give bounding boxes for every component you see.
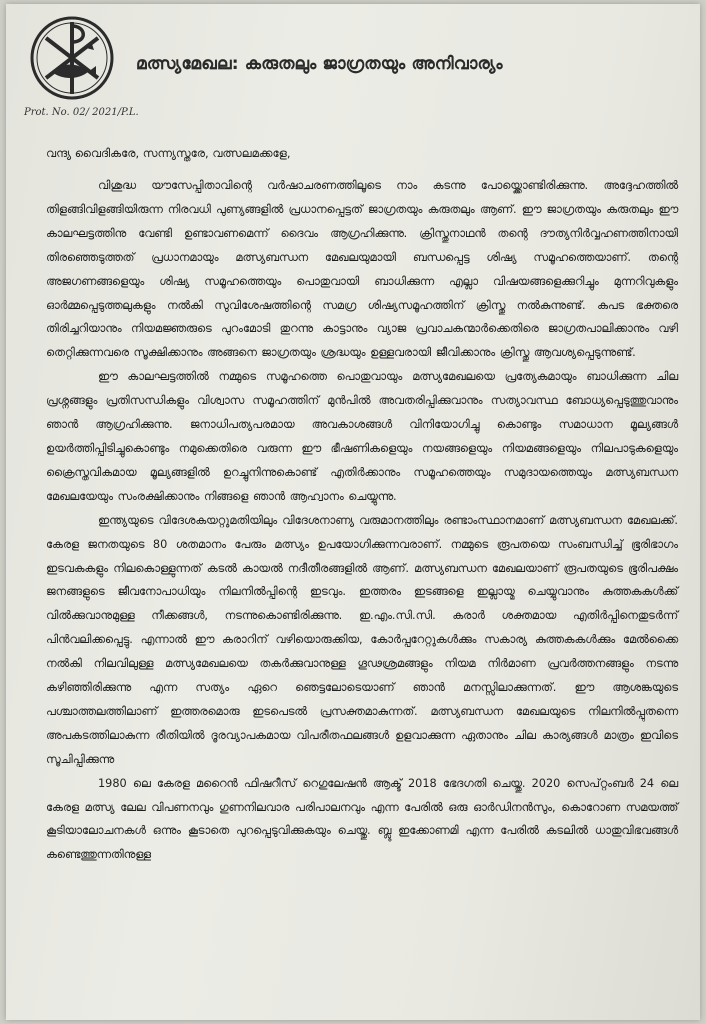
salutation: വന്ദ്യ വൈദികരേ, സന്ന്യസ്തരേ, വത്സലമക്കളേ, xyxy=(46,146,291,160)
paragraph: ഇന്ത്യയുടെ വിദേശകയറ്റുമതിയിലും വിദേശനാണ്യ വരുമാനത്തിലും രണ്ടാംസ്ഥാനമാണ് മത്സ്യബന്ധന മേഖലക്ക്. കേരള ജനതയുടെ 80 ശതമാനം പേരും മത്സ്യം ഉപയോഗിക്കുന്നവരാണ്. നമ്മുടെ രൂപതയെ സംബന്ധിച്ച് ഭൂരിഭാഗം ഇടവകകളും നിലകൊള്ളുന്നത് കടൽ കായൽ നദീതീരങ്ങളിൽ ആണ്. മത്സ്യബന്ധന മേഖലയാണ് രൂപതയുടെ ഭൂരിപക്ഷം ജനങ്ങളുടെ ജീവനോപാധിയും നിലനിൽപ്പിന്റെ ഇടവും. ഇത്തരം ഇടങ്ങളെ ഇല്ലായ്മ ചെയ്യുവാനും കുത്തകകൾക്ക് വിൽക്കുവാനുമുള്ള നീക്കങ്ങൾ, നടന്നുകൊണ്ടിരിക്കുന്നു. ഇ.എം.സി.സി. കരാർ ശക്തമായ എതിർപ്പിനെതുടർന്ന് പിൻവലിക്കപ്പെട്ടു. എന്നാൽ ഈ കരാറിന് വഴിയൊരുക്കിയ, കോർപ്പറേറ്റുകൾക്കും സകാര്യ കുത്തകകൾക്കും മേൽക്കൈ നൽകി നിലവിലുള്ള മത്സ്യമേഖലയെ തകർക്കുവാനുള്ള ഗൂഢശ്രമങ്ങളും നിയമ നിർമാണ പ്രവർത്തനങ്ങളും നടന്നു കഴിഞ്ഞിരിക്കുന്നു എന്ന സത്യം ഏറെ ഞെട്ടലോടെയാണ് ഞാൻ മനസ്സിലാക്കുന്നത്. ഈ ആശങ്കയുടെ പശ്ചാത്തലത്തിലാണ് ഇത്തരമൊരു ഇടപെടൽ പ്രസക്തമാകുന്നത്. മത്സ്യബന്ധന മേഖലയുടെ നിലനിൽപ്പുതന്നെ അപകടത്തിലാകുന്ന രീതിയിൽ ദൂരവ്യാപകമായ വിപരീതഫലങ്ങൾ ഉളവാക്കുന്ന ഏതാനും ചില കാര്യങ്ങൾ മാത്രം ഇവിടെ സൂചിപ്പിക്കുന്നു xyxy=(46,513,678,766)
emblem-drawing xyxy=(28,14,116,102)
paragraph: വിശുദ്ധ യൗസേപ്പിതാവിന്റെ വർഷാചരണത്തിലൂടെ നാം കടന്നു പോയ്ക്കൊണ്ടിരിക്കുന്നു. അദ്ദേഹത്തിൽ തിളങ്ങിവിളങ്ങിയിരുന്ന നിരവധി പുണ്യങ്ങളിൽ പ്രധാനപ്പെട്ടത് ജാഗ്രതയും കരുതലും ആണ്. ഈ ജാഗ്രതയും കരുതലും ഈ കാലഘട്ടത്തിനു വേണ്ടി ഉണ്ടാവണമെന്ന് ദൈവം ആഗ്രഹിക്കുന്നു. ക്രിസ്തുനാഥൻ തന്റെ ദൗത്യനിർവ്വഹണത്തിനായി തിരഞ്ഞെടുത്തത് പ്രധാനമായും മത്സ്യബന്ധന മേഖലയുമായി ബന്ധപ്പെട്ട ശിഷ്യ സമൂഹത്തെയാണ്. തന്റെ അജഗണങ്ങളെയും ശിഷ്യ സമൂഹത്തെയും പൊതുവായി ബാധിക്കുന്ന എല്ലാ വിഷയങ്ങളെക്കുറിച്ചും മുന്നറിവുകളും ഓർമ്മപ്പെടുത്തലുകളും നൽകി സുവിശേഷത്തിന്റെ സമഗ്ര ശിഷ്യസമൂഹത്തിന് ക്രിസ്തു നൽകുന്നുണ്ട്. കപട ഭക്തരെ തിരിച്ചറിയാനും നിയമജ്ഞരുടെ പുറംമോടി തുറന്നു കാട്ടാനും വ്യാജ പ്രവാചകന്മാർക്കെതിരെ ജാഗ്രതപാലിക്കാനും വഴി തെറ്റിക്കുന്നവരെ സൂക്ഷിക്കാനും അങ്ങനെ ജാഗ്രതയും ശ്രദ്ധയും ഉള്ളവരായി ജീവിക്കാനും ക്രിസ്തു ആവശ്യപ്പെടുന്നുണ്ട്. xyxy=(46,179,678,360)
letter-title: മത്സ്യമേഖല: കരുതലും ജാഗ്രതയും അനിവാര്യം xyxy=(136,54,503,74)
letterhead xyxy=(6,4,700,114)
paragraph: 1980 ലെ കേരള മറൈൻ ഫിഷറീസ് റെഗുലേഷൻ ആക്ട് 2018 ഭേദഗതി ചെയ്തു. 2020 സെപ്റ്റംബർ 24 ലെ കേരള മത്സ്യ ലേല വിപണനവും ഗുണനിലവാര പരിപാലനവും എന്ന പേരിൽ ഒരു ഓർഡിനൻസും, കൊറോണ സമയത്ത് കൂടിയാലോചനകൾ ഒന്നും കൂടാതെ പുറപ്പെടുവിക്കുകയും ചെയ്തു. ബ്ലൂ ഇക്കോണമി എന്ന പേരിൽ കടലിൽ ധാതുവിഭവങ്ങൾ കണ്ടെത്തുന്നതിനുള്ള xyxy=(46,776,678,862)
chi-rho-fish-emblem-icon xyxy=(28,14,116,102)
paragraph: ഈ കാലഘട്ടത്തിൽ നമ്മുടെ സമൂഹത്തെ പൊതുവായും മത്സ്യമേഖലയെ പ്രത്യേകമായും ബാധിക്കുന്ന ചില പ്രശ്നങ്ങളും പ്രതിസന്ധികളും വിശ്വാസ സമൂഹത്തിന് മുൻപിൽ അവതരിപ്പിക്കുവാനും സത്യാവസ്ഥ ബോധ്യപ്പെടുത്തുവാനും ഞാൻ ആഗ്രഹിക്കുന്നു. ജനാധിപത്യപരമായ അവകാശങ്ങൾ വിനിയോഗിച്ചു കൊണ്ടും സമാധാന മൂല്യങ്ങൾ ഉയർത്തിപ്പിടിച്ചുകൊണ്ടും നമുക്കെതിരെ വരുന്ന ഈ ഭീഷണികളെയും നയങ്ങളെയും നിയമങ്ങളെയും നിലപാടുകളെയും ക്രൈസ്തവികമായ മൂല്യങ്ങളിൽ ഉറച്ചുനിന്നുകൊണ്ട് എതിർക്കാനും സമൂഹത്തെയും സമുദായത്തെയും മത്സ്യബന്ധന മേഖലയേയും സംരക്ഷിക്കാനും നിങ്ങളെ ഞാൻ ആഹ്വാനം ചെയ്യുന്നു. xyxy=(46,370,678,503)
letter-page xyxy=(6,4,700,1020)
protocol-number: Prot. No. 02/ 2021/P.L. xyxy=(24,107,139,118)
letter-body xyxy=(46,174,678,867)
